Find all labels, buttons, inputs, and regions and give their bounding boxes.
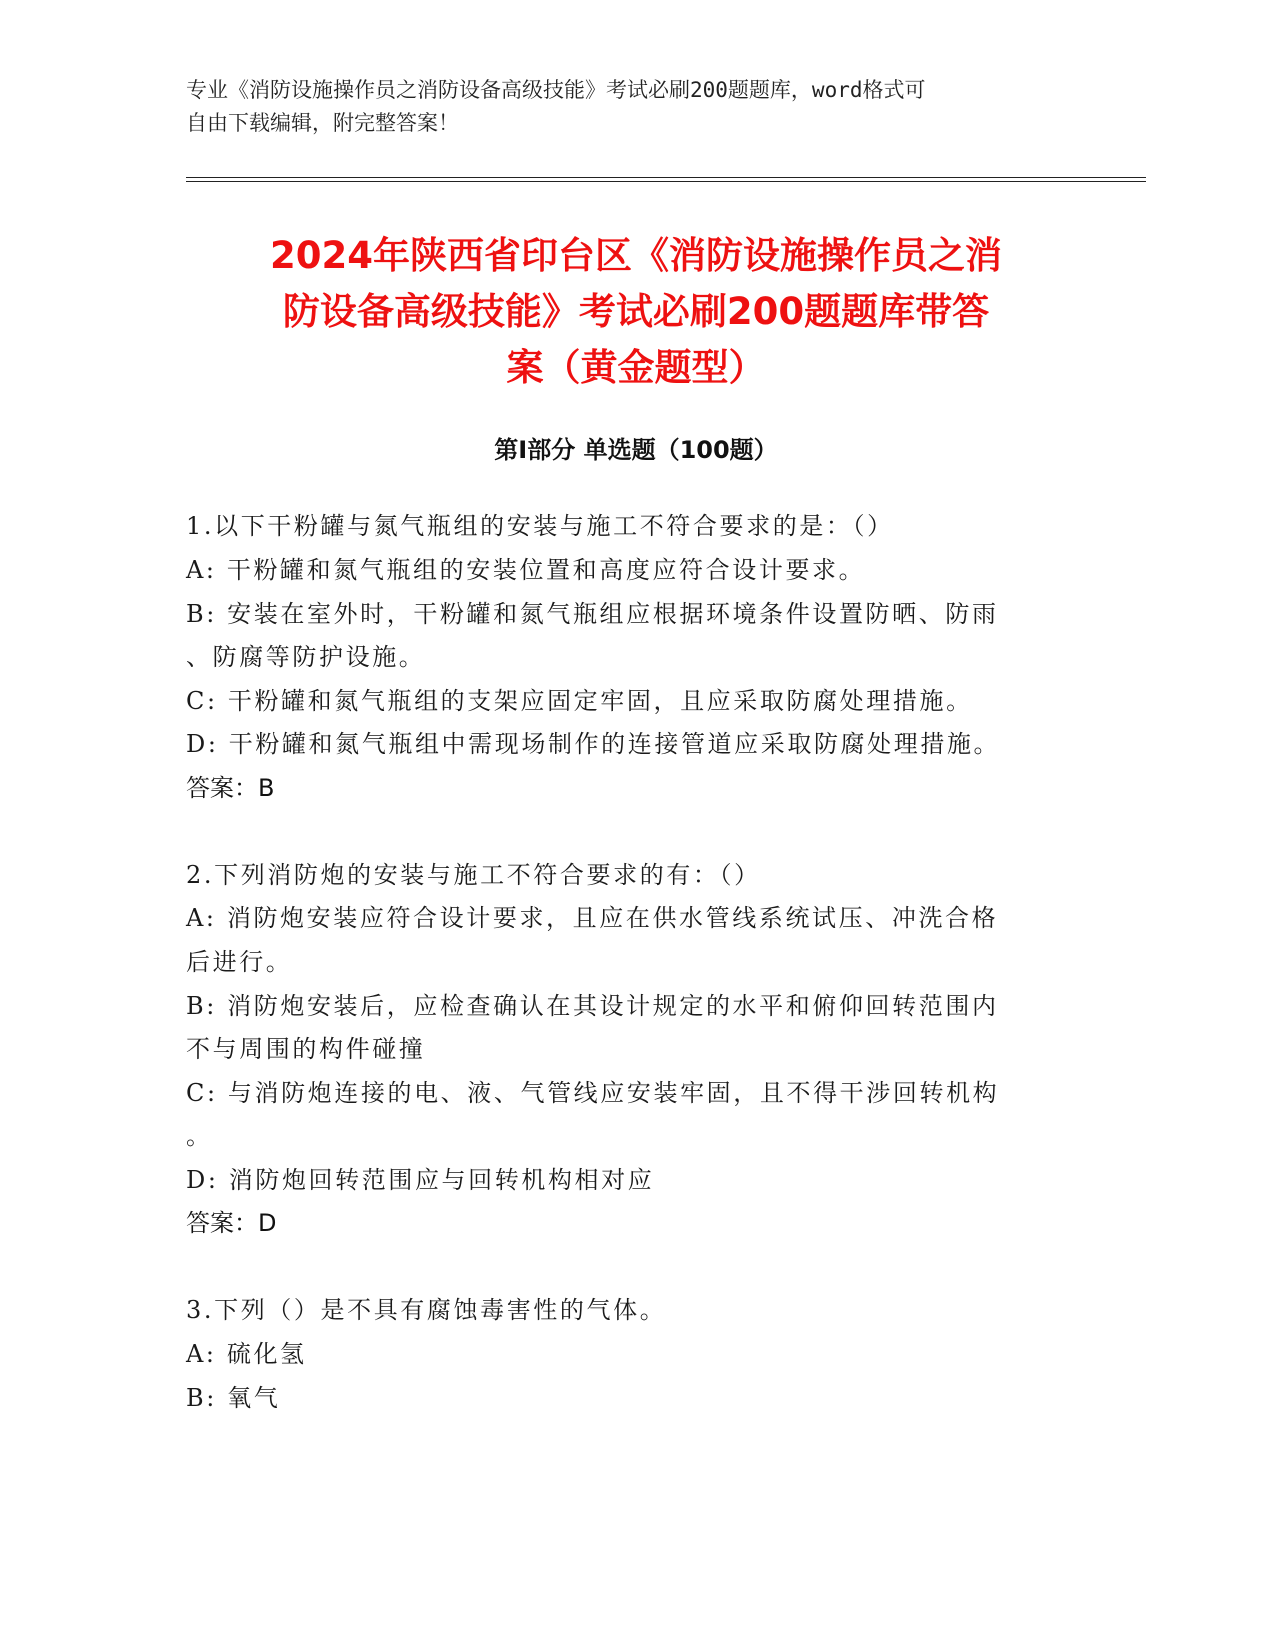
question-stem: 1.以下干粉罐与氮气瓶组的安装与施工不符合要求的是：（） xyxy=(186,512,894,540)
question-stem: 2.下列消防炮的安装与施工不符合要求的有：（） xyxy=(186,861,761,889)
document-title-line: 案（黄金题型） xyxy=(506,346,766,389)
option-c: C: 与消防炮连接的电、液、气管线应安装牢固，且不得干涉回转机构 xyxy=(186,1079,1000,1107)
header-note-line: 专业《消防设施操作员之消防设备高级技能》考试必刷200题题库，word格式可 xyxy=(186,78,926,102)
option-c-continued: 。 xyxy=(186,1122,213,1150)
header-note xyxy=(186,74,1066,140)
option-d: D: 干粉罐和氮气瓶组中需现场制作的连接管道应采取防腐处理措施。 xyxy=(186,730,1001,758)
answer: 答案：B xyxy=(186,774,275,802)
option-d: D: 消防炮回转范围应与回转机构相对应 xyxy=(186,1166,655,1194)
document-title xyxy=(186,228,1086,396)
header-note-line: 自由下载编辑，附完整答案！ xyxy=(186,111,459,135)
option-a: A: 消防炮安装应符合设计要求，且应在供水管线系统试压、冲洗合格 xyxy=(186,904,999,932)
option-a-continued: 后进行。 xyxy=(186,948,293,976)
header-divider-bottom xyxy=(186,181,1146,182)
option-c: C: 干粉罐和氮气瓶组的支架应固定牢固，且应采取防腐处理措施。 xyxy=(186,687,973,715)
question-stem: 3.下列（）是不具有腐蚀毒害性的气体。 xyxy=(186,1296,667,1324)
answer: 答案：D xyxy=(186,1209,277,1237)
option-a: A: 硫化氢 xyxy=(186,1340,307,1368)
option-b: B: 消防炮安装后，应检查确认在其设计规定的水平和俯仰回转范围内 xyxy=(186,992,999,1020)
option-b: B: 安装在室外时，干粉罐和氮气瓶组应根据环境条件设置防晒、防雨 xyxy=(186,600,999,628)
option-b: B: 氧气 xyxy=(186,1384,281,1412)
document-title-line: 防设备高级技能》考试必刷200题题库带答 xyxy=(282,290,990,333)
option-b-continued: 、防腐等防护设施。 xyxy=(186,643,426,671)
header-divider-top xyxy=(186,177,1146,178)
section-title: 第Ⅰ部分 单选题（100题） xyxy=(494,436,778,464)
option-b-continued: 不与周围的构件碰撞 xyxy=(186,1035,426,1063)
option-a: A: 干粉罐和氮气瓶组的安装位置和高度应符合设计要求。 xyxy=(186,556,866,584)
document-title-line: 2024年陕西省印台区《消防设施操作员之消 xyxy=(270,234,1002,277)
